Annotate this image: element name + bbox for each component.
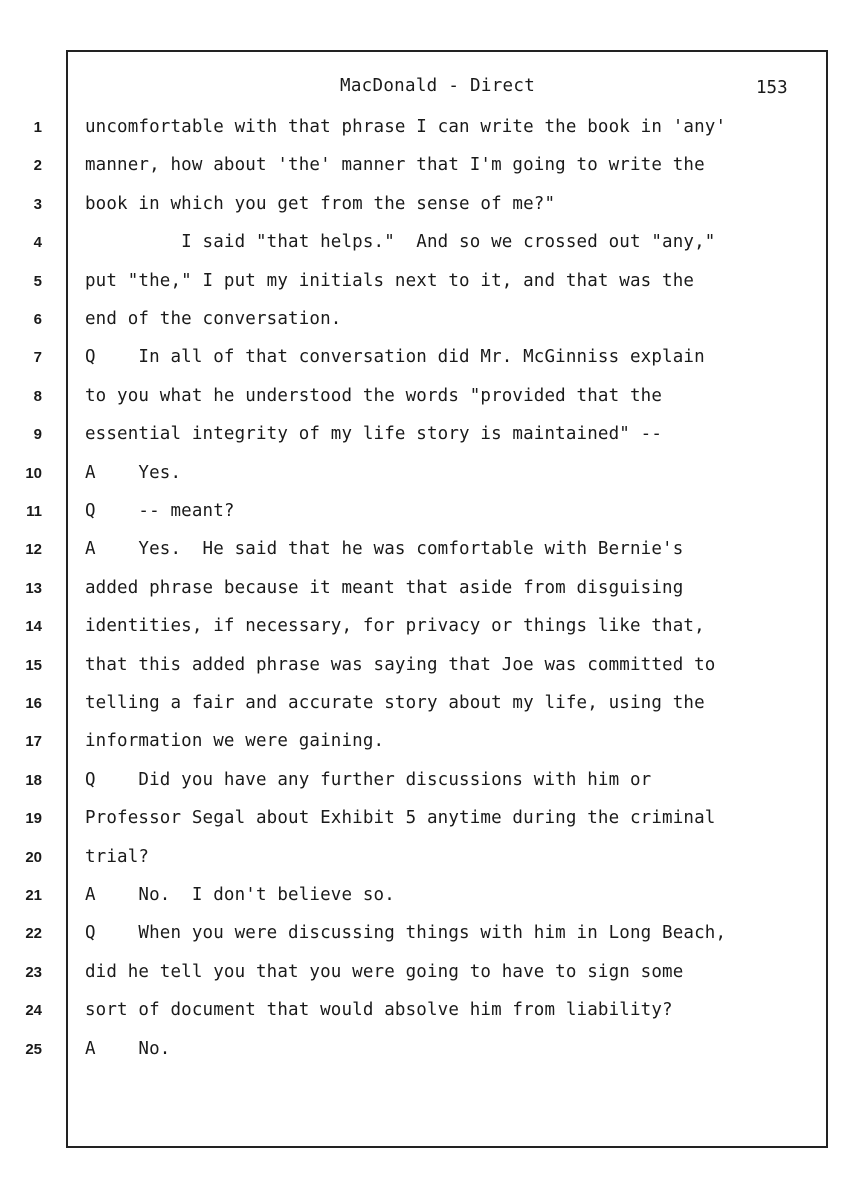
line-text: A Yes. He said that he was comfortable with Bernie's [85,539,684,560]
line-number: 13 [25,579,42,597]
line-text: uncomfortable with that phrase I can write the book in 'any' [85,117,727,137]
transcript-line [0,650,820,680]
line-text: essential integrity of my life story is maintained" -- [85,424,663,445]
line-number: 25 [25,1040,42,1058]
line-text: end of the conversation. [85,309,342,329]
transcript-line [0,458,820,488]
line-number: 3 [33,195,42,213]
page-number: 153 [756,78,788,98]
line-number: 10 [25,464,42,482]
transcript-line [0,419,820,449]
line-number: 22 [25,925,42,943]
line-text: Q In all of that conversation did Mr. McGinniss explain [85,347,705,368]
line-number: 9 [33,426,42,444]
transcript-line [0,995,820,1025]
transcript-line [0,496,820,526]
line-number: 20 [25,848,42,866]
line-number: 11 [26,503,42,520]
transcript-line [0,765,820,795]
line-text: A No. I don't believe so. [85,885,395,905]
line-number: 17 [25,733,42,751]
transcript-line [0,534,820,564]
page-header-title: MacDonald - Direct [340,76,536,96]
line-number: 12 [25,541,42,559]
line-text: Professor Segal about Exhibit 5 anytime during the criminal [85,808,716,829]
line-text: sort of document that would absolve him from liability? [85,1000,673,1021]
line-number: 24 [25,1002,42,1020]
transcript-line [0,1034,820,1064]
transcript-line [0,957,820,987]
line-text: information we were gaining. [85,731,385,752]
line-text: I said "that helps." And so we crossed out "any," [85,232,716,253]
transcript-line [0,150,820,180]
line-number: 15 [25,656,42,674]
line-text: Q When you were discussing things with him in Long Beach, [85,923,727,944]
transcript-line [0,880,820,910]
line-text: Q Did you have any further discussions with him or [85,769,652,790]
line-text: that this added phrase was saying that Joe was committed to [85,654,716,675]
transcript-line [0,573,820,603]
line-text: A Yes. [85,462,182,483]
line-number: 1 [33,119,42,136]
transcript-line [0,726,820,756]
line-number: 16 [25,695,42,712]
line-number: 8 [33,387,42,405]
line-number: 2 [33,157,42,175]
line-number: 6 [33,311,42,328]
page-border-bottom [66,1146,828,1148]
line-text: to you what he understood the words "provided that the [85,385,663,406]
transcript-line [0,112,820,142]
line-text: identities, if necessary, for privacy or things like that, [85,616,705,637]
line-number: 4 [33,234,42,252]
transcript-line [0,611,820,641]
line-number: 18 [25,771,42,789]
line-text: telling a fair and accurate story about my life, using the [85,693,705,713]
transcript-line [0,918,820,948]
line-text: Q -- meant? [85,501,235,521]
line-text: A No. [85,1038,171,1059]
line-number: 19 [25,810,42,828]
transcript-line [0,842,820,872]
line-number: 23 [25,963,42,981]
transcript-line [0,803,820,833]
line-number: 14 [25,618,42,636]
transcript-line [0,227,820,257]
page-border-top [66,50,828,52]
transcript-line [0,304,820,334]
page-border-right [826,50,828,1148]
line-text: trial? [85,846,150,867]
line-text: put "the," I put my initials next to it, and that was the [85,270,695,291]
transcript-line [0,342,820,372]
transcript-line [0,266,820,296]
transcript-line [0,381,820,411]
line-text: did he tell you that you were going to have to sign some [85,961,684,982]
line-text: added phrase because it meant that aside from disguising [85,577,684,598]
transcript-line [0,688,820,718]
line-number: 5 [33,272,42,290]
line-text: book in which you get from the sense of me?" [85,193,556,214]
line-text: manner, how about 'the' manner that I'm going to write the [85,155,705,176]
transcript-line [0,189,820,219]
line-number: 21 [25,887,42,904]
line-number: 7 [33,349,42,367]
